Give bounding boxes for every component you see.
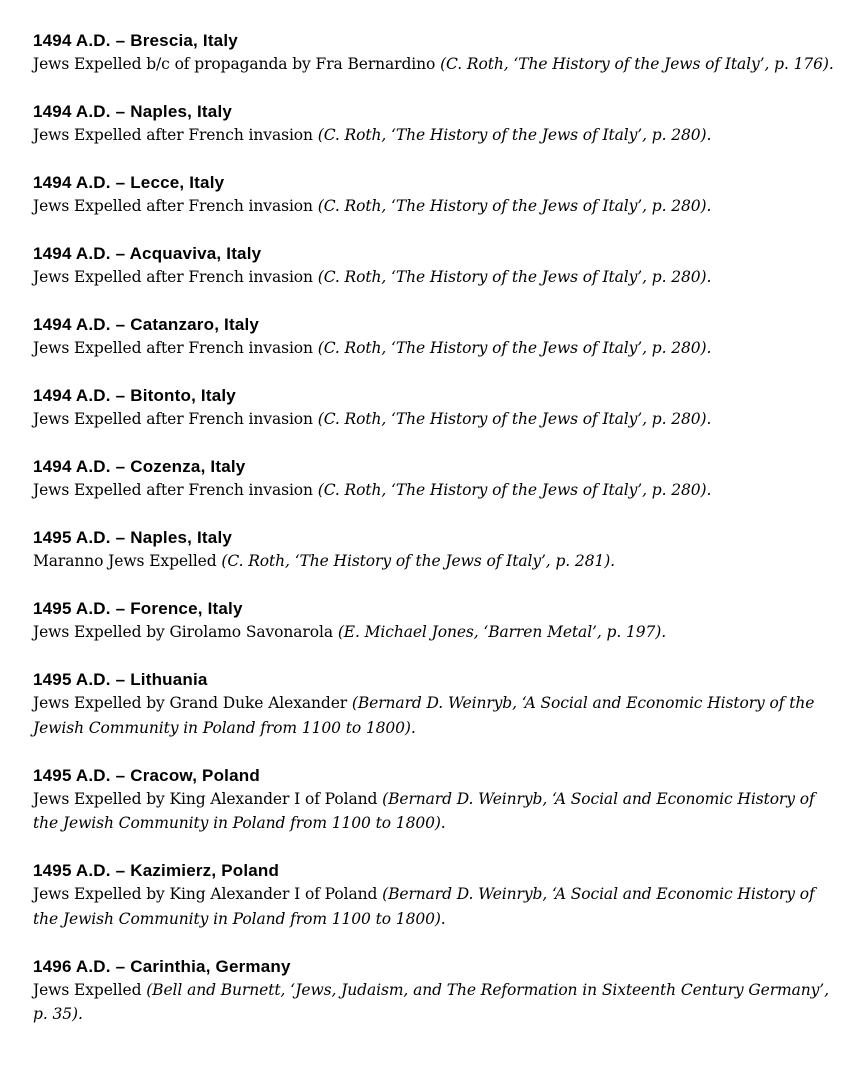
entry-citation: (C. Roth, ‘The History of the Jews of Italy’, p. 280).: [317, 410, 712, 428]
entry-heading: 1495 A.D. – Forence, Italy: [33, 599, 243, 618]
entry-text: Jews Expelled b/c of propaganda by Fra Bernardino: [33, 55, 441, 73]
entry-heading: 1496 A.D. – Carinthia, Germany: [33, 956, 291, 976]
entry-description: [33, 407, 843, 432]
entry-citation: (E. Michael Jones, ‘Barren Metal’, p. 197).: [337, 623, 667, 641]
entry-citation: (Bernard D. Weinryb, ‘A Social and Economic History of the Jewish Community in Poland from 1100 to 1800).: [33, 694, 815, 737]
entry-text: Jews Expelled by Girolamo Savonarola: [33, 623, 338, 641]
expulsion-list: [33, 29, 843, 1050]
entry-heading: 1495 A.D. – Naples, Italy: [33, 528, 233, 547]
entry-text: Jews Expelled: [33, 980, 147, 999]
entry-citation: (C. Roth, ‘The History of the Jews of Italy’, p. 280).: [317, 197, 712, 215]
entry-heading: 1494 A.D. – Naples, Italy: [33, 102, 233, 121]
entry-text: Jews Expelled by King Alexander I of Poland: [33, 789, 383, 808]
entry-citation: (C. Roth, ‘The History of the Jews of Italy’, p. 176).: [440, 55, 834, 73]
entry-text: Jews Expelled after French invasion: [33, 126, 318, 144]
entry-text: Maranno Jews Expelled: [33, 552, 222, 570]
entry-heading: 1494 A.D. – Acquaviva, Italy: [33, 244, 262, 263]
entry-cracow-1495: [33, 764, 843, 836]
entry-heading: 1494 A.D. – Bitonto, Italy: [33, 386, 236, 405]
entry-heading: 1494 A.D. – Lecce, Italy: [33, 173, 225, 192]
entry-naples-1494: [33, 100, 843, 148]
entry-carinthia-1496: [33, 955, 843, 1027]
entry-cozenza-1494: [33, 455, 843, 503]
entry-catanzaro-1494: [33, 313, 843, 361]
entry-naples-1495: [33, 526, 843, 574]
entry-description: [33, 478, 843, 503]
entry-text: Jews Expelled after French invasion: [33, 410, 318, 428]
entry-brescia-1494: [33, 29, 843, 77]
entry-description: [33, 882, 843, 931]
entry-citation: (C. Roth, ‘The History of the Jews of Italy’, p. 281).: [221, 552, 615, 570]
entry-acquaviva-1494: [33, 242, 843, 290]
entry-text: Jews Expelled after French invasion: [33, 197, 318, 215]
entry-citation: (C. Roth, ‘The History of the Jews of Italy’, p. 280).: [317, 268, 712, 286]
entry-citation: (C. Roth, ‘The History of the Jews of Italy’, p. 280).: [317, 126, 712, 144]
entry-description: [33, 787, 843, 836]
entry-heading: 1495 A.D. – Lithuania: [33, 670, 208, 689]
entry-lithuania-1495: [33, 668, 843, 740]
entry-citation: (C. Roth, ‘The History of the Jews of Italy’, p. 280).: [317, 481, 712, 499]
entry-text: Jews Expelled by King Alexander I of Poland: [33, 885, 383, 903]
entry-citation: (Bernard D. Weinryb, ‘A Social and Economic History of the Jewish Community in Poland from 1100 to 1800).: [33, 885, 815, 928]
entry-description: [33, 978, 843, 1027]
entry-description: [33, 265, 843, 290]
entry-text: Jews Expelled after French invasion: [33, 268, 318, 286]
entry-text: Jews Expelled by Grand Duke Alexander: [33, 694, 352, 712]
entry-heading: 1494 A.D. – Brescia, Italy: [33, 31, 238, 50]
entry-citation: (Bell and Burnett, ‘Jews, Judaism, and The Reformation in Sixteenth Century Germany’, p. 35).: [33, 980, 829, 1023]
entry-bitonto-1494: [33, 384, 843, 432]
entry-text: Jews Expelled after French invasion: [33, 339, 318, 357]
entry-heading: 1494 A.D. – Catanzaro, Italy: [33, 315, 260, 334]
entry-heading: 1495 A.D. – Cracow, Poland: [33, 765, 260, 785]
entry-description: [33, 336, 843, 361]
entry-description: [33, 691, 843, 740]
entry-heading: 1494 A.D. – Cozenza, Italy: [33, 457, 246, 476]
entry-description: [33, 194, 843, 219]
entry-kazimierz-1495: [33, 859, 843, 931]
entry-description: [33, 549, 843, 574]
entry-description: [33, 52, 843, 77]
entry-description: [33, 123, 843, 148]
entry-citation: (C. Roth, ‘The History of the Jews of Italy’, p. 280).: [317, 339, 712, 357]
entry-lecce-1494: [33, 171, 843, 219]
entry-description: [33, 620, 843, 645]
entry-citation: (Bernard D. Weinryb, ‘A Social and Economic History of the Jewish Community in Poland from 1100 to 1800).: [33, 789, 815, 832]
entry-heading: 1495 A.D. – Kazimierz, Poland: [33, 861, 280, 880]
entry-forence-1495: [33, 597, 843, 645]
entry-text: Jews Expelled after French invasion: [33, 481, 318, 499]
